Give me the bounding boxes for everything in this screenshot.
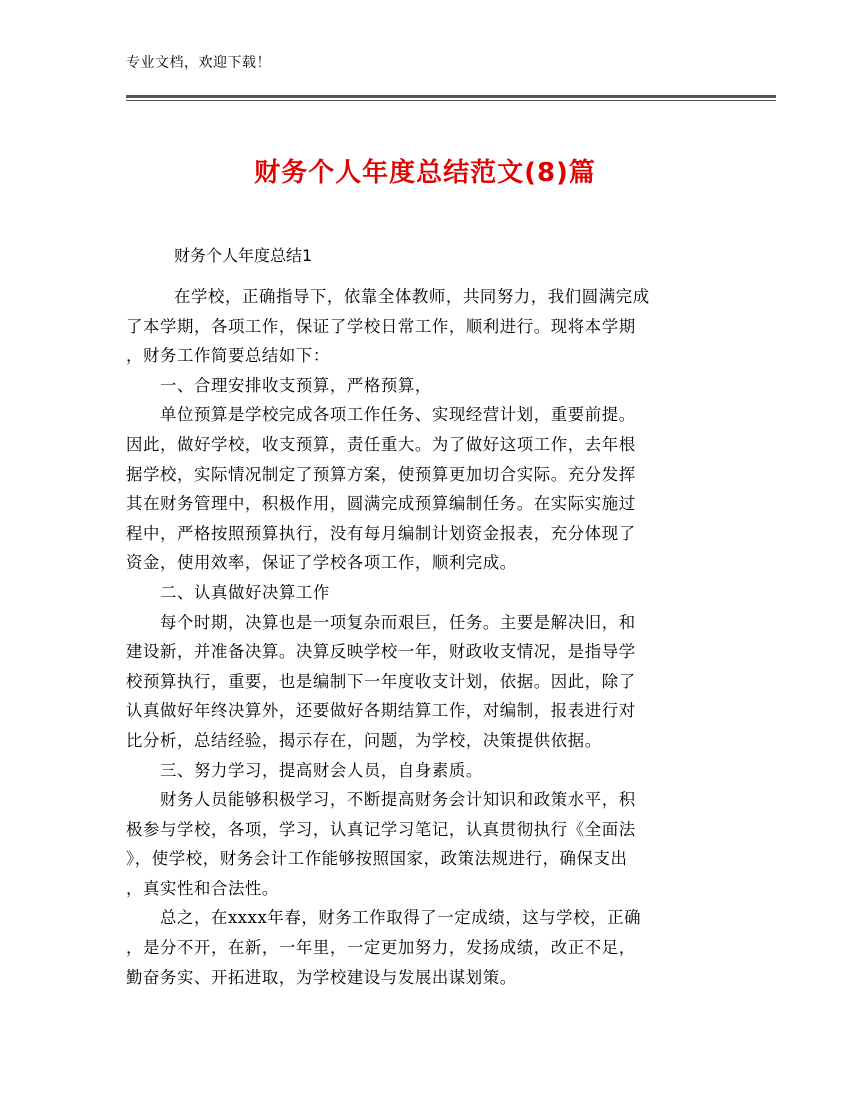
- body-line: 建设新，并准备决算。决算反映学校一年，财政收支情况，是指导学: [126, 642, 636, 662]
- section-heading: 一、合理安排收支预算，严格预算，: [160, 375, 432, 395]
- header-rule-thin: [126, 100, 776, 101]
- body-line: 了本学期，各项工作，保证了学校日常工作，顺利进行。现将本学期: [126, 316, 636, 336]
- section-heading: 二、认真做好决算工作: [160, 582, 330, 602]
- body-line: 比分析，总结经验，揭示存在，问题，为学校，决策提供依据。: [126, 730, 602, 750]
- section-heading: 三、努力学习，提高财会人员，自身素质。: [160, 760, 483, 780]
- header-rule-thick: [126, 95, 776, 98]
- body-line: 单位预算是学校完成各项工作任务、实现经营计划，重要前提。: [160, 405, 636, 425]
- body-line: 资金，使用效率，保证了学校各项工作，顺利完成。: [126, 553, 517, 573]
- body-line: 其在财务管理中，积极作用，圆满完成预算编制任务。在实际实施过: [126, 494, 636, 514]
- body-line: ，是分不开，在新，一年里，一定更加努力，发扬成绩，改正不足，: [126, 938, 636, 958]
- body-line: 总之，在xxxx年春，财务工作取得了一定成绩，这与学校，正确: [160, 908, 642, 928]
- header-note: 专业文档，欢迎下载！: [126, 55, 271, 71]
- body-line: 因此，做好学校，收支预算，责任重大。为了做好这项工作，去年根: [126, 434, 636, 454]
- body-line: 极参与学校，各项，学习，认真记学习笔记，认真贯彻执行《全面法: [126, 819, 636, 839]
- body-line: 程中，严格按照预算执行，没有每月编制计划资金报表，充分体现了: [126, 523, 636, 543]
- body-line: ，真实性和合法性。: [126, 878, 279, 898]
- body-line: 每个时期，决算也是一项复杂而艰巨，任务。主要是解决旧，和: [160, 612, 636, 632]
- body-line: 勤奋务实、开拓进取，为学校建设与发展出谋划策。: [126, 967, 517, 987]
- document-title: 财务个人年度总结范文(8)篇: [254, 158, 596, 188]
- body-line: 在学校，正确指导下，依靠全体教师，共同努力，我们圆满完成: [174, 287, 650, 306]
- body-line: 财务人员能够积极学习，不断提高财务会计知识和政策水平，积: [160, 790, 636, 810]
- body-line: ，财务工作简要总结如下：: [126, 346, 330, 366]
- body-line: 认真做好年终决算外，还要做好各期结算工作，对编制，报表进行对: [126, 701, 636, 721]
- body-line: 》，使学校，财务会计工作能够按照国家，政策法规进行，确保支出: [126, 849, 628, 869]
- document-body: [126, 282, 721, 992]
- body-line: 校预算执行，重要，也是编制下一年度收支计划，依据。因此，除了: [126, 671, 636, 691]
- section-subtitle: 财务个人年度总结1: [174, 246, 313, 265]
- body-line: 据学校，实际情况制定了预算方案，使预算更加切合实际。充分发挥: [126, 464, 636, 484]
